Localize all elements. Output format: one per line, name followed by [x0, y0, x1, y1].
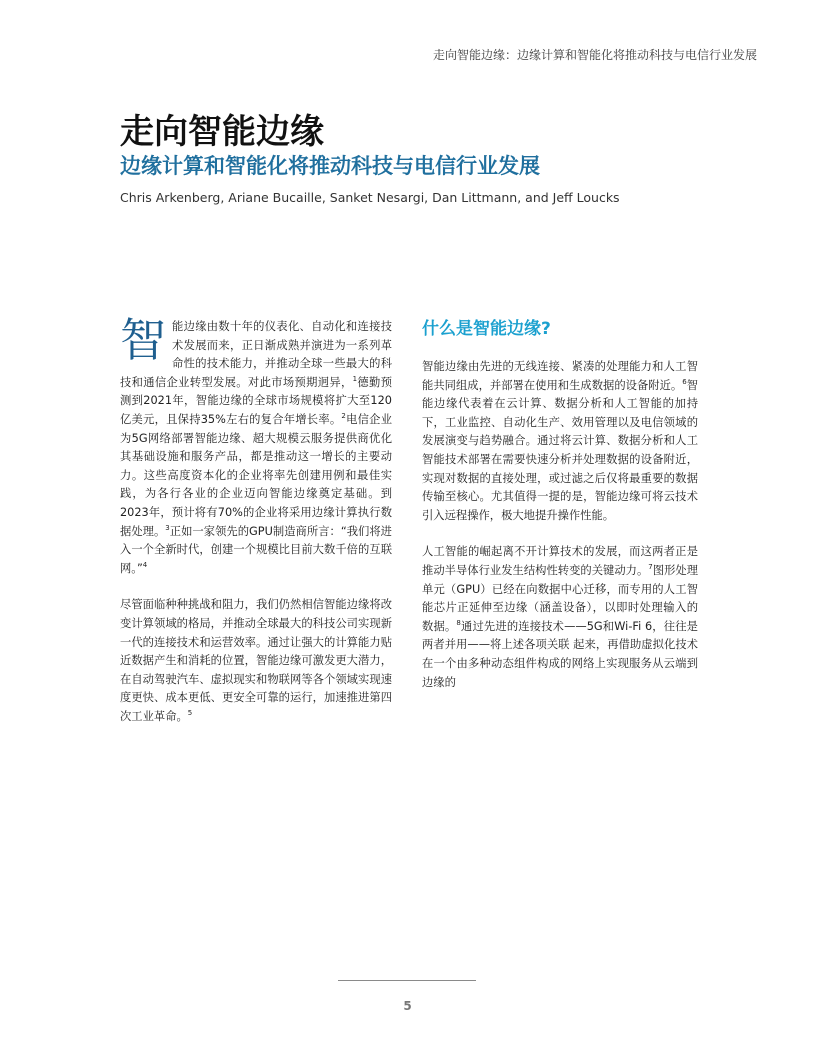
text-run: 正如一家领先的GPU制造商所言：“我们将进入一个全新时代，创建一个规模比目前大数千倍的互联网。”	[120, 524, 392, 575]
body-paragraph	[422, 358, 698, 525]
left-column	[120, 313, 392, 744]
footnote-ref: 7	[648, 563, 653, 572]
text-run: 电信企业为5G网络部署智能边缘、超大规模云服务提供商优化其基础设施和服务产品，都是推动这一增长的主要动力。这些高度资本化的企业将率先创建用例和最佳实践，为各行各业的企业迈向智能边缘奠定基础。到2023年，预计将有70%的企业将采用边缘计算执行数据处理。	[120, 412, 392, 538]
text-run: 智能边缘由先进的无线连接、紧凑的处理能力和人工智能共同组成，并部署在使用和生成数据的设备附近。	[422, 360, 698, 392]
intro-paragraph	[120, 313, 392, 578]
page-subtitle: 边缘计算和智能化将推动科技与电信行业发展	[120, 154, 540, 178]
footnote-ref: 1	[352, 375, 358, 384]
text-run: 尽管面临种种挑战和阻力，我们仍然相信智能边缘将改变计算领域的格局，并推动全球最大的科技公司实现新一代的连接技术和运营效率。通过让强大的计算能力贴近数据产生和消耗的位置，智能边缘可激发更大潜力，在自动驾驶汽车、虚拟现实和物联网等各个领域实现速度更快、成本更低、更安全可靠的运行，加速推进第四次工业革命。	[120, 598, 392, 723]
footnote-ref: 8	[456, 618, 461, 627]
drop-cap: 智	[120, 313, 166, 367]
text-run: 智能边缘代表着在云计算、数据分析和人工智能的加持下，工业监控、自动化生产、效用管理以及电信领域的发展演变与趋势融合。通过将云计算、数据分析和人工智能技术部署在需要快速分析并处理数据的设备附近，实现对数据的直接处理，或过滤之后仅将最重要的数据传输至核心。尤其值得一提的是，智能边缘可将云技术引入远程操作，极大地提升操作性能。	[422, 378, 698, 522]
body-paragraph	[120, 596, 392, 726]
right-column	[422, 318, 698, 710]
footnote-ref: 3	[165, 523, 170, 532]
text-run: 通过先进的连接技术——5G和Wi-Fi 6，往往是两者并用——将上述各项关联 起来，再借助虚拟化技术在一个由多种动态组件构成的网络上实现服务从云端到边缘的	[422, 619, 698, 689]
page-title: 走向智能边缘	[120, 112, 324, 152]
footnote-ref: 2	[341, 412, 346, 421]
page-number: 5	[403, 999, 412, 1013]
text-run: 人工智能的崛起离不开计算技术的发展，而这两者正是推动半导体行业发生结构性转变的关键动力。	[422, 545, 698, 577]
footer-divider	[338, 980, 476, 981]
footnote-ref: 5	[187, 709, 193, 718]
author-list: Chris Arkenberg, Ariane Bucaille, Sanket Nesargi, Dan Littmann, and Jeff Loucks	[120, 190, 620, 205]
footnote-ref: 4	[142, 560, 148, 569]
text-run: 能边缘由数十年的仪表化、自动化和连接技术发展而来，正日渐成熟并演进为一系列革命性的技术能力，并推动全球一些最大的科技和通信企业转型发展。对此市场预期迥异，	[120, 320, 392, 389]
running-header: 走向智能边缘：边缘计算和智能化将推动科技与电信行业发展	[432, 48, 757, 62]
section-heading: 什么是智能边缘?	[422, 319, 551, 339]
text-run: 德勤预测到2021年，智能边缘的全球市场规模将扩大至120亿美元，且保持35%左右的复合年增长率。	[120, 375, 392, 426]
footnote-ref: 6	[682, 377, 687, 386]
body-paragraph	[422, 543, 698, 692]
text-run: 图形处理单元（GPU）已经在向数据中心迁移，而专用的人工智能芯片正延伸至边缘（涵盖设备），以即时处理输入的数据。	[422, 563, 698, 633]
